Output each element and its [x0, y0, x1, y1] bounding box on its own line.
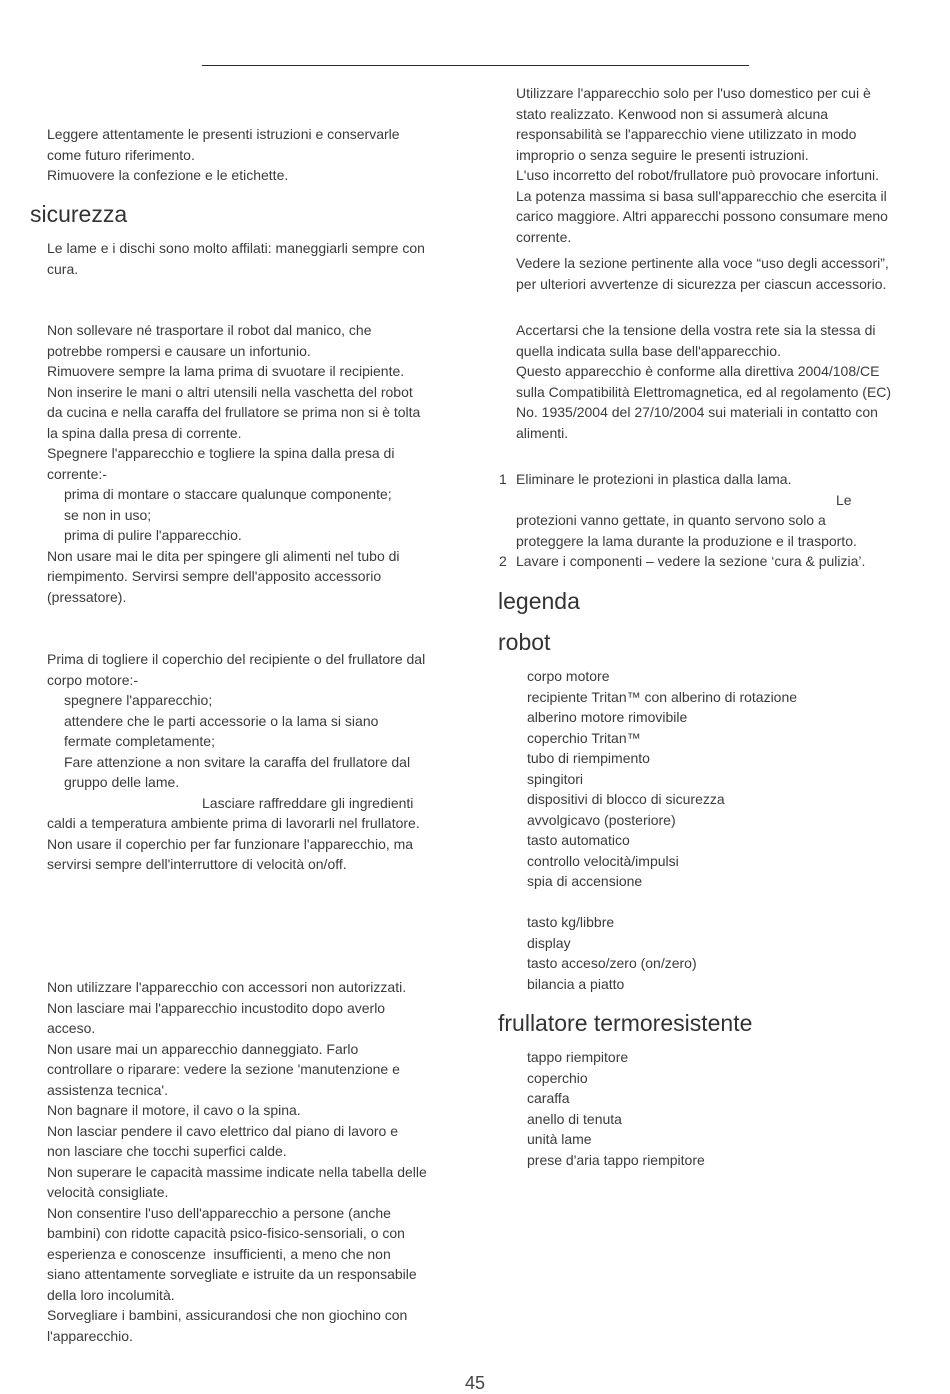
blender-legend-list: [527, 1047, 705, 1170]
safety-paragraph-4: [47, 977, 467, 1346]
text-line: Rimuovere la confezione e le etichette.: [47, 167, 289, 183]
list-item: alberino motore rimovibile: [527, 709, 688, 725]
text-line: Non utilizzare l'apparecchio con accessori non autorizzati.: [47, 979, 407, 995]
text-line: Le: [836, 491, 852, 508]
text-line: Non usare il coperchio per far funzionare l'apparecchio, ma: [47, 835, 414, 852]
accessories-paragraph: [516, 253, 936, 294]
safety-paragraph-3: [47, 649, 467, 875]
usage-paragraph: [516, 83, 936, 247]
top-rule: [202, 65, 749, 66]
text-line: improprio o senza seguire le presenti istruzioni.: [516, 146, 809, 163]
text-line: se non in uso;: [64, 506, 152, 523]
text-line: sulla Compatibilità Elettromagnetica, ed al regolamento (EC): [516, 383, 892, 400]
text-line: velocità consigliate.: [47, 1184, 169, 1200]
text-line: quella indicata sulla base dell'apparecchio.: [516, 342, 781, 359]
robot-legend-list: [527, 666, 797, 892]
list-item: tubo di riempimento: [527, 750, 650, 766]
safety-heading: sicurezza: [30, 201, 128, 227]
step-text: Eliminare le protezioni in plastica dalla lama.: [516, 471, 792, 487]
text-line: Sorvegliare i bambini, assicurandosi che non giochino con: [47, 1307, 408, 1323]
list-item: tasto acceso/zero (on/zero): [527, 955, 697, 971]
text-line: Non superare le capacità massime indicate nella tabella delle: [47, 1163, 427, 1180]
text-line: la spina dalla presa di corrente.: [47, 424, 242, 441]
intro-text: [47, 124, 467, 186]
list-item: avvolgicavo (posteriore): [527, 811, 676, 828]
text-line: fermate completamente;: [64, 733, 215, 749]
scale-legend-list: [527, 912, 697, 994]
text-line: riempimento. Servirsi sempre dell'apposito accessorio: [47, 568, 382, 584]
text-line: Utilizzare l'apparecchio solo per l'uso domestico per cui è: [516, 85, 871, 101]
list-item: controllo velocità/impulsi: [527, 852, 679, 869]
text-line: stato realizzato. Kenwood non si assumerà alcuna: [516, 105, 829, 122]
list-item: recipiente Tritan™ con alberino di rotazione: [527, 688, 798, 705]
list-item: coperchio: [527, 1069, 588, 1086]
text-line: Prima di togliere il coperchio del recipiente o del frullatore dal: [47, 651, 426, 667]
list-item: tasto automatico: [527, 832, 630, 848]
text-line: per ulteriori avvertenze di sicurezza per ciascun accessorio.: [516, 275, 887, 292]
text-line: prima di montare o staccare qualunque componente;: [64, 486, 392, 502]
text-line: come futuro riferimento.: [47, 146, 195, 163]
text-line: cura.: [47, 260, 79, 277]
text-line: Lasciare raffreddare gli ingredienti: [202, 794, 414, 811]
text-line: da cucina e nella caraffa del frullatore se prima non si è tolta: [47, 404, 421, 420]
page-number: 45: [464, 1373, 486, 1393]
text-line: controllare o riparare: vedere la sezione 'manutenzione e: [47, 1061, 400, 1077]
list-item: spia di accensione: [527, 873, 643, 889]
list-item: coperchio Tritan™: [527, 729, 641, 746]
list-item: prese d'aria tappo riempitore: [527, 1151, 705, 1168]
step-number: 2: [499, 553, 507, 569]
text-line: potrebbe rompersi e causare un infortunio.: [47, 342, 311, 359]
step-number: 1: [499, 471, 507, 487]
text-line: bambini) con ridotte capacità psico-fisico-sensoriali, o con: [47, 1225, 405, 1241]
text-line: caldi a temperatura ambiente prima di lavorarli nel frullatore.: [47, 815, 420, 831]
blender-heading: frullatore termoresistente: [498, 1010, 753, 1036]
robot-heading: robot: [498, 629, 551, 655]
list-item: anello di tenuta: [527, 1110, 622, 1127]
text-line: Non consentire l'uso dell'apparecchio a persone (anche: [47, 1204, 391, 1221]
list-item: tappo riempitore: [527, 1049, 629, 1065]
text-line: gruppo delle lame.: [64, 774, 180, 790]
safety-paragraph-1: [47, 238, 467, 279]
text-line: siano attentamente sorvegliate e istruite da un responsabile: [47, 1266, 417, 1282]
voltage-paragraph: [516, 320, 936, 443]
text-line: della loro incolumità.: [47, 1286, 175, 1303]
text-line: corrente.: [516, 228, 572, 245]
text-line: Non sollevare né trasportare il robot dal manico, che: [47, 322, 372, 338]
text-line: La potenza massima si basa sull'apparecchio che esercita il: [516, 187, 887, 204]
text-line: responsabilità se l'apparecchio viene utilizzato in modo: [516, 126, 857, 142]
text-line: corrente:-: [47, 465, 107, 482]
text-line: l'apparecchio.: [47, 1327, 133, 1344]
text-line: non lasciare che tocchi superfici calde.: [47, 1143, 287, 1159]
text-line: Le lame e i dischi sono molto affilati: maneggiarli sempre con: [47, 240, 425, 256]
list-item: dispositivi di blocco di sicurezza: [527, 791, 725, 807]
text-line: Non lasciar pendere il cavo elettrico dal piano di lavoro e: [47, 1122, 398, 1139]
text-line: Non inserire le mani o altri utensili nella vaschetta del robot: [47, 383, 413, 400]
text-line: spegnere l'apparecchio;: [64, 692, 213, 708]
text-line: prima di pulire l'apparecchio.: [64, 527, 242, 543]
list-item: caraffa: [527, 1090, 570, 1106]
step-1: [499, 469, 936, 490]
text-line: proteggere la lama durante la produzione e il trasporto.: [516, 532, 857, 549]
list-item: bilancia a piatto: [527, 975, 625, 992]
text-line: Spegnere l'apparecchio e togliere la spina dalla presa di: [47, 445, 395, 461]
step-2: [499, 551, 936, 572]
list-item: spingitori: [527, 770, 584, 787]
text-line: esperienza e conoscenze insufficienti, a meno che non: [47, 1245, 391, 1262]
text-line: Non usare mai le dita per spingere gli alimenti nel tubo di: [47, 547, 400, 564]
text-line: Non bagnare il motore, il cavo o la spina.: [47, 1102, 301, 1118]
list-item: display: [527, 934, 571, 951]
list-item: tasto kg/libbre: [527, 914, 615, 930]
text-line: Questo apparecchio è conforme alla direttiva 2004/108/CE: [516, 363, 880, 379]
text-line: assistenza tecnica'.: [47, 1081, 168, 1098]
text-line: Non usare mai un apparecchio danneggiato. Farlo: [47, 1040, 359, 1057]
text-line: acceso.: [47, 1020, 96, 1036]
text-line: servirsi sempre dell'interruttore di velocità on/off.: [47, 856, 347, 872]
step-text: Lavare i componenti – vedere la sezione ‘cura & pulizia’.: [516, 553, 866, 569]
first-use-steps: [499, 469, 936, 572]
text-line: alimenti.: [516, 424, 569, 441]
text-line: Fare attenzione a non svitare la caraffa del frullatore dal: [64, 753, 411, 770]
text-line: Rimuovere sempre la lama prima di svuotare il recipiente.: [47, 363, 405, 379]
text-line: (pressatore).: [47, 588, 127, 605]
text-line: L'uso incorretto del robot/frullatore può provocare infortuni.: [516, 167, 879, 183]
text-line: Vedere la sezione pertinente alla voce “uso degli accessori”,: [516, 255, 889, 271]
text-line: corpo motore:-: [47, 671, 139, 688]
text-line: No. 1935/2004 del 27/10/2004 sui materiali in contatto con: [516, 404, 878, 420]
text-line: Leggere attentamente le presenti istruzioni e conservarle: [47, 126, 400, 142]
text-line: protezioni vanno gettate, in quanto servono solo a: [516, 512, 826, 528]
text-line: Accertarsi che la tensione della vostra rete sia la stessa di: [516, 322, 876, 338]
text-line: carico maggiore. Altri apparecchi possono consumare meno: [516, 208, 888, 224]
legend-heading: legenda: [498, 588, 580, 614]
list-item: unità lame: [527, 1131, 592, 1147]
text-line: Non lasciare mai l'apparecchio incustodito dopo averlo: [47, 999, 386, 1016]
text-line: attendere che le parti accessorie o la lama si siano: [64, 712, 379, 729]
safety-paragraph-2: [47, 320, 467, 607]
list-item: corpo motore: [527, 668, 610, 684]
